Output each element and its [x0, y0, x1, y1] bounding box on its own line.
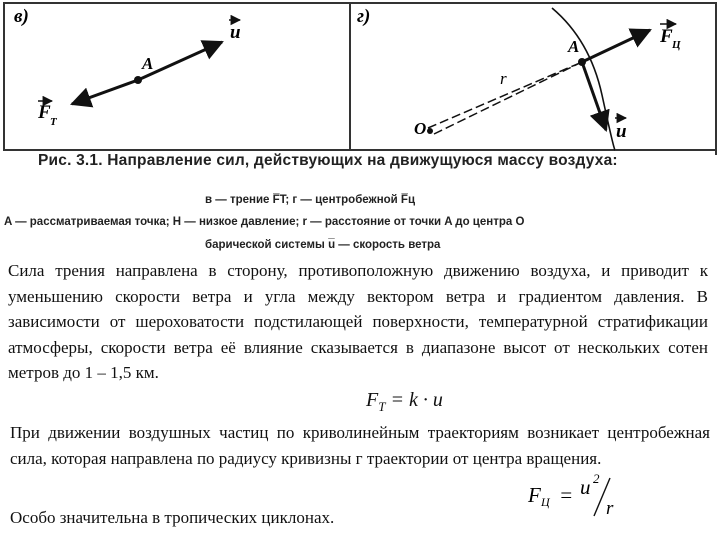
figure-caption-line-2: A — рассматриваемая точка; Н — низкое давление; r — расстояние от точки A до центра O [4, 216, 525, 228]
radius-label: r [500, 69, 507, 88]
center-o-point [427, 128, 433, 134]
panel-label-left: в) [14, 6, 29, 27]
formula-centrifugal-den: r [606, 498, 614, 519]
center-o-label: O [414, 119, 427, 138]
centrifugal-label: F [660, 26, 673, 47]
friction-label-left: F [38, 102, 51, 123]
wind-label-right: u [616, 121, 627, 142]
figure-caption-line-1: в — трение F̅T; г — центробежной F̅ц [205, 194, 416, 206]
centrifugal-sub: Ц [672, 39, 681, 51]
formula-friction [366, 389, 443, 415]
figure-caption-title: Рис. 3.1. Направление сил, действующих на движущуюся массу воздуха: [38, 152, 618, 169]
point-a-label-right: A [568, 37, 580, 56]
point-a-right [578, 58, 586, 66]
formula-friction-sub: T [378, 399, 386, 414]
paragraph-tropical: Особо значительна в тропических циклонах. [10, 508, 335, 527]
paragraph-friction: Сила трения направлена в сторону, противоположную движению воздуха, и приводит к уменьшению скорости ветра и угла между вектором ветра и градиентом давления. В зависимости от шероховатости подстилающей поверхности, температурной стратификации атмосферы, скорости ветра её влияние сказывается в диапазоне высот от нескольких сотен метров до 1 – 1,5 км. [8, 261, 708, 382]
formula-centrifugal-eq: = [559, 483, 574, 507]
point-a-left [134, 76, 142, 84]
formula-friction-rhs: = k · u [385, 389, 443, 411]
friction-sub-left: T [50, 116, 57, 128]
point-a-label-left: A [142, 54, 154, 73]
friction-arrow [72, 80, 138, 104]
figure-caption-line-3: барической системы u̅ — скорость ветра [205, 239, 441, 251]
centrifugal-arrow [582, 30, 650, 62]
formula-centrifugal-sub: Ц [541, 495, 550, 509]
formula-friction-lhs: F [366, 389, 379, 411]
formula-centrifugal-exp: 2 [593, 471, 600, 486]
paragraph-centrifugal: При движении воздушных частиц по криволинейным траекториям возникает центробежная сила, которая направлена по радиусу кривизны г траектории от центра вращения. [10, 423, 710, 468]
formula-centrifugal-lhs: F [528, 483, 541, 507]
panel-label-right: г) [357, 6, 371, 27]
wind-label-left: u [230, 22, 241, 43]
formula-centrifugal-num: u [580, 475, 591, 499]
